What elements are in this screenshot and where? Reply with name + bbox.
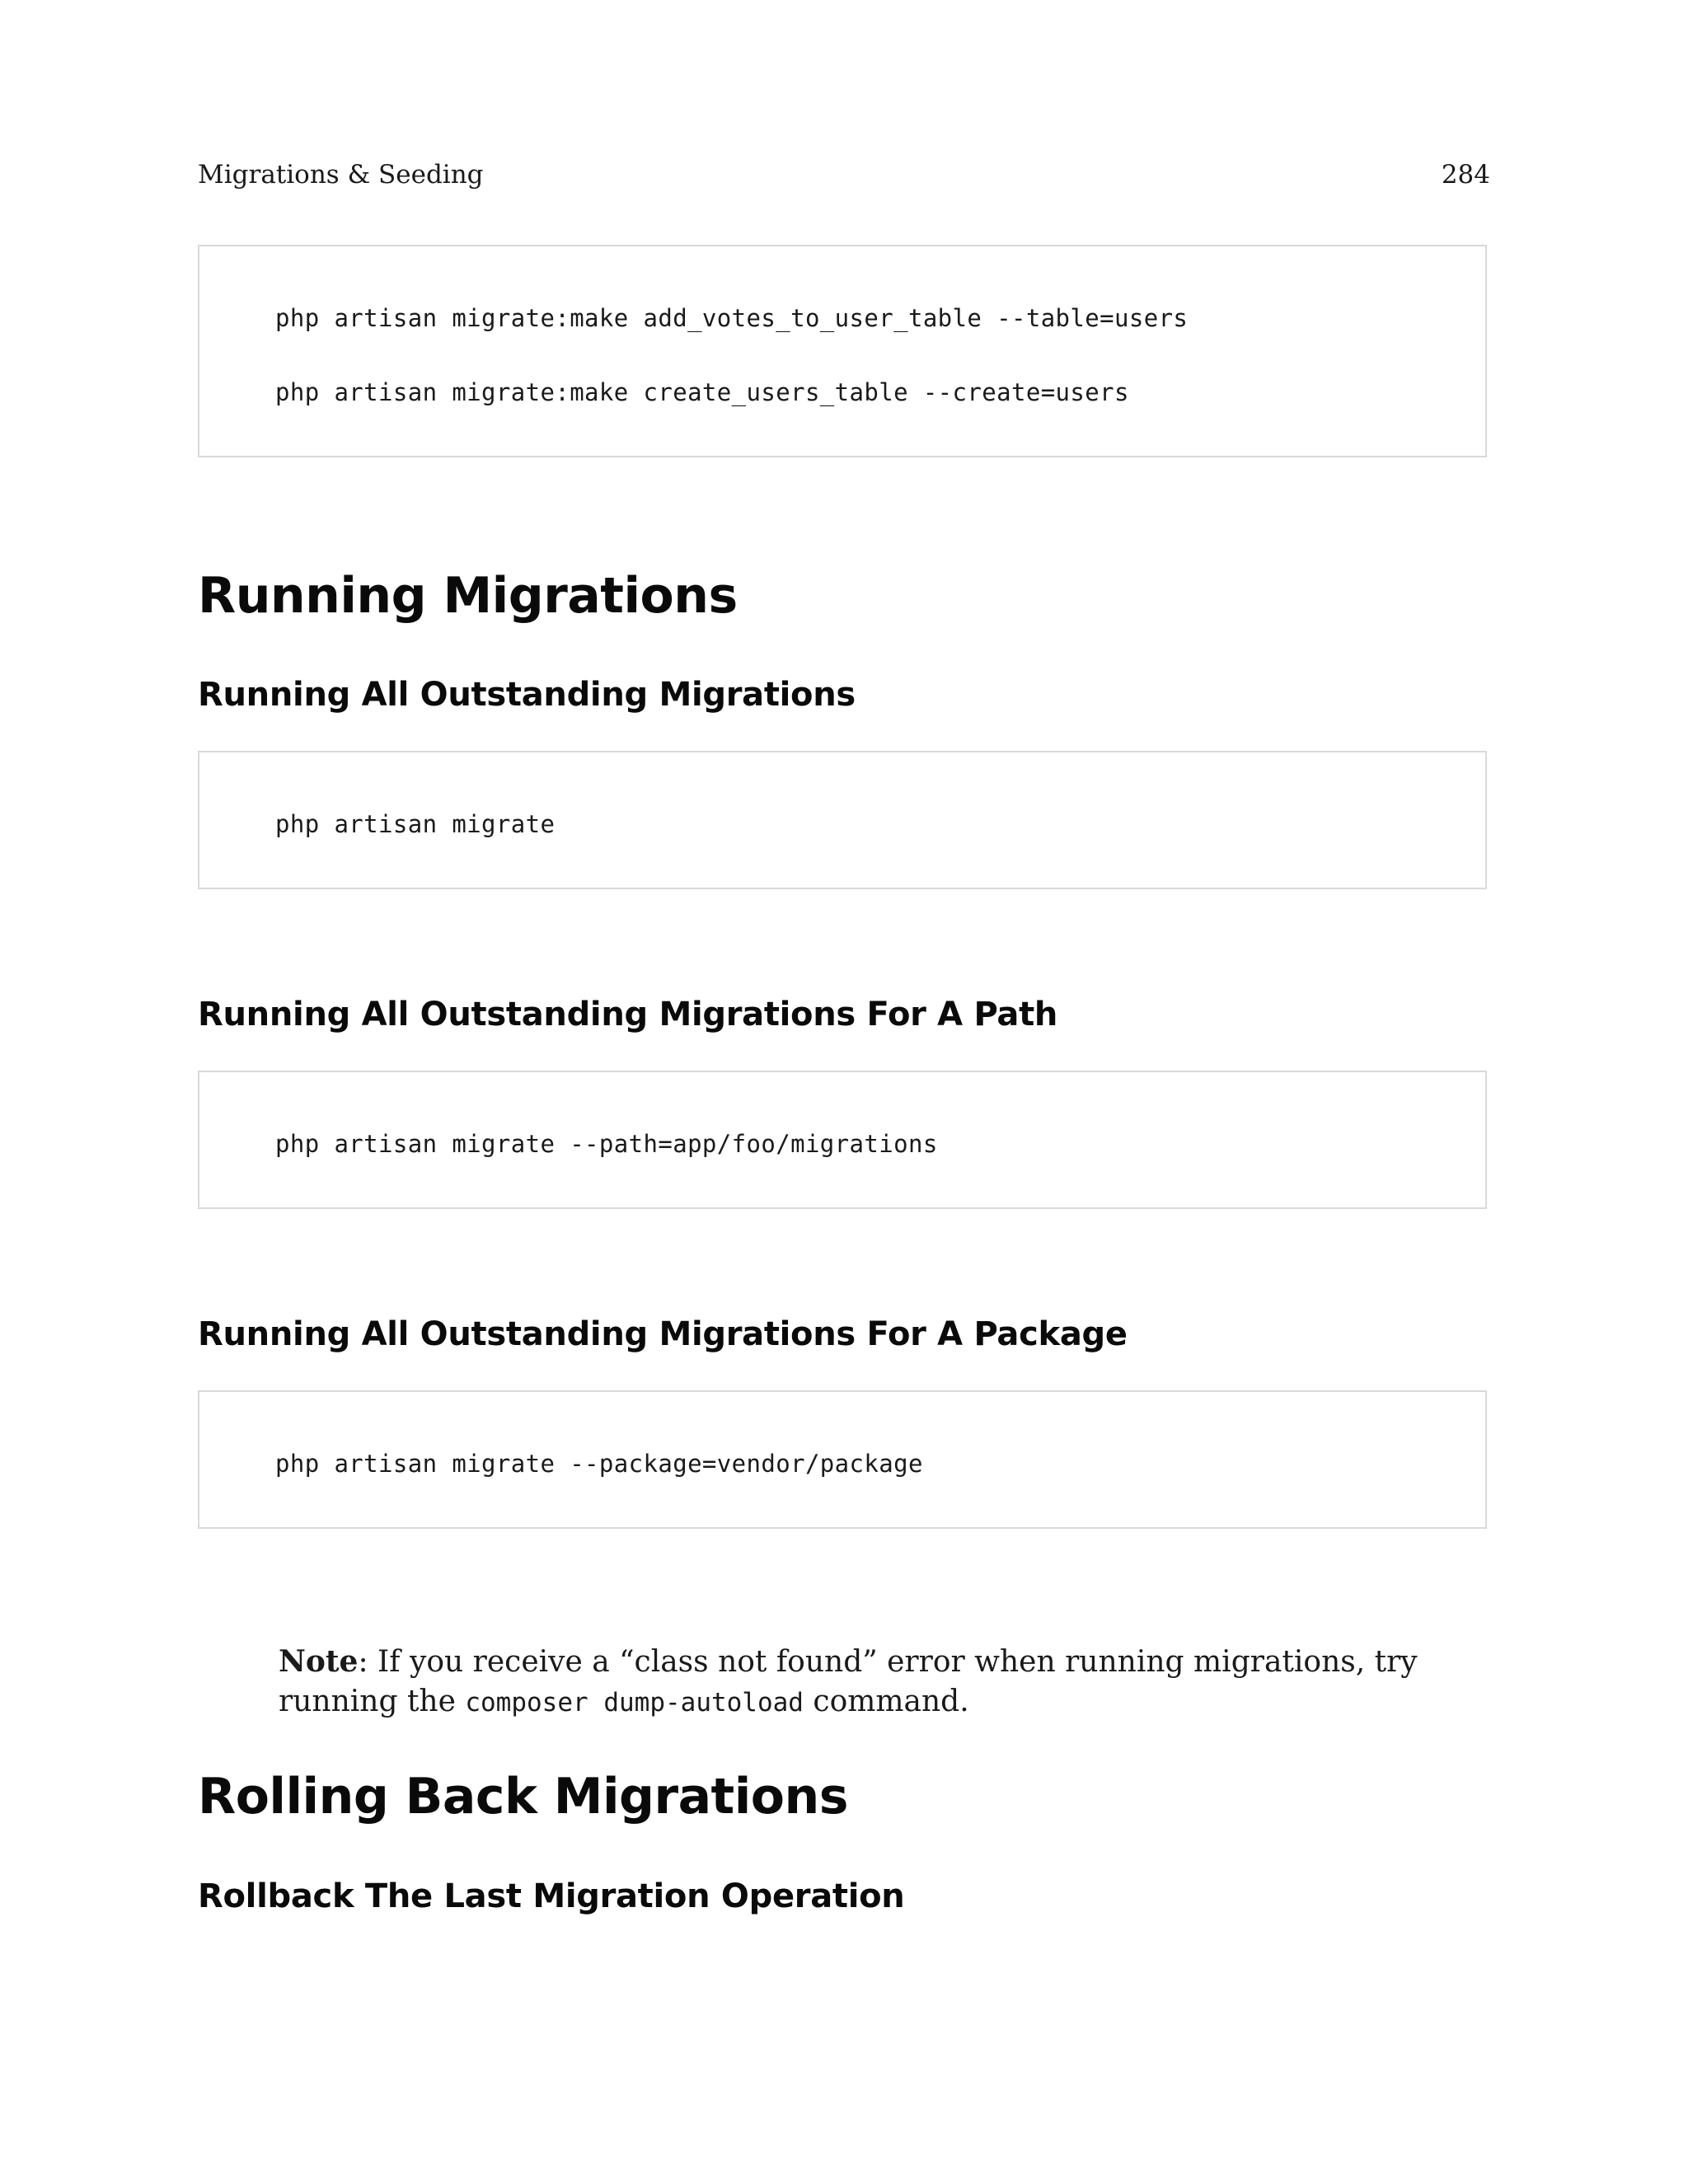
code-line: php artisan migrate:make add_votes_to_user_table --table=users <box>275 304 1189 332</box>
code-line: php artisan migrate <box>275 810 556 838</box>
subheading-running-for-path: Running All Outstanding Migrations For A Path <box>198 996 1058 1033</box>
note-paragraph <box>279 1642 1449 1722</box>
code-line: php artisan migrate --package=vendor/package <box>275 1450 923 1478</box>
code-block-migrate-path <box>198 1071 1487 1209</box>
subheading-running-all-outstanding: Running All Outstanding Migrations <box>198 676 856 714</box>
code-block-migrate <box>198 751 1487 889</box>
note-text-end: command. <box>803 1685 969 1718</box>
code-line: php artisan migrate --path=app/foo/migrations <box>275 1130 938 1158</box>
code-block-migrate-package <box>198 1390 1487 1529</box>
note-label: Note <box>279 1644 359 1679</box>
heading-rolling-back-migrations: Rolling Back Migrations <box>198 1768 848 1825</box>
header-page-number: 284 <box>1441 160 1490 190</box>
header-section-title: Migrations & Seeding <box>198 160 484 190</box>
heading-running-migrations: Running Migrations <box>198 567 738 625</box>
subheading-running-for-package: Running All Outstanding Migrations For A Package <box>198 1315 1128 1353</box>
note-text: : If you receive a “class not found” error when running migrations, try running the <box>279 1645 1418 1718</box>
code-line: php artisan migrate:make create_users_table --create=users <box>275 378 1129 406</box>
code-block-make-migration <box>198 245 1487 457</box>
note-inline-code: composer dump-autoload <box>465 1688 804 1718</box>
subheading-rollback-last: Rollback The Last Migration Operation <box>198 1877 905 1915</box>
